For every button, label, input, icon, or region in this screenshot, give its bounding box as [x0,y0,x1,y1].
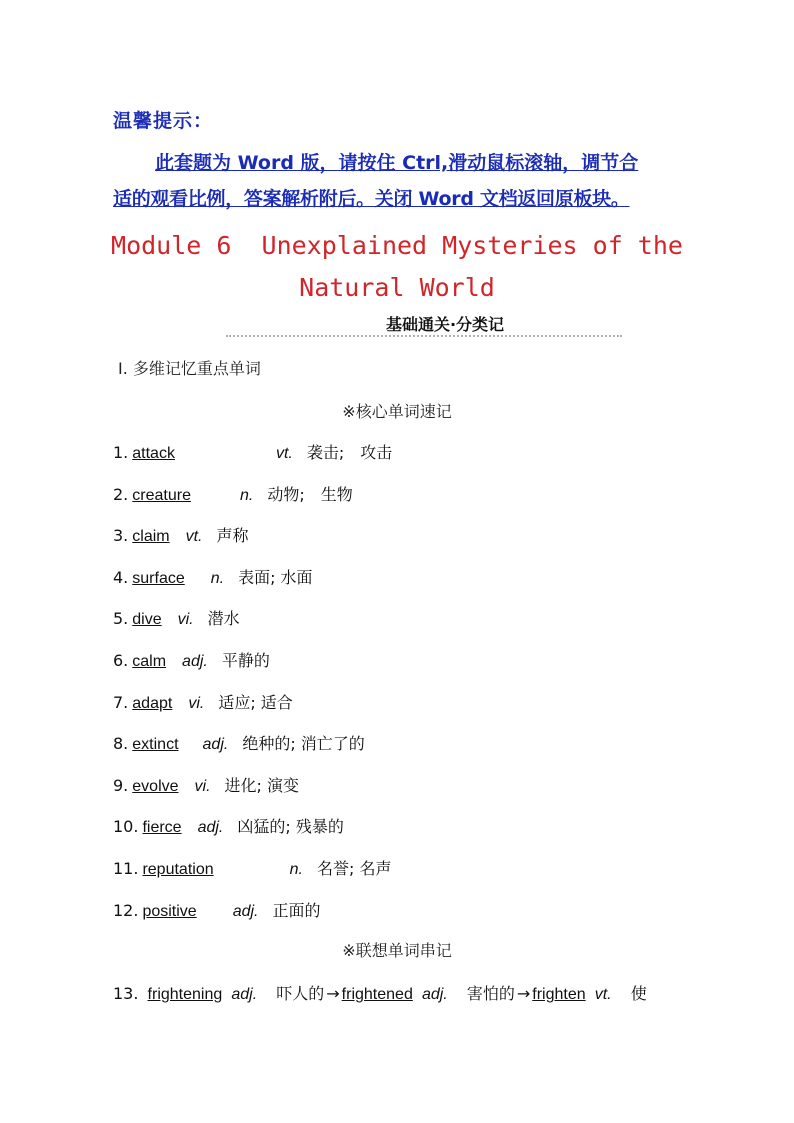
part-of-speech: vt. [275,445,293,462]
word-meaning: 表面; 水面 [238,568,313,587]
part-of-speech: adj. [232,903,259,920]
list-item-3 [113,523,249,547]
arrow-icon: → [326,984,340,1003]
vocab-word: evolve [132,778,179,795]
part-of-speech: adj. [182,653,208,670]
list-item-5 [113,606,240,630]
list-item-12 [113,898,321,922]
word-meaning: 袭击; 攻击 [306,443,393,462]
vocab-word: positive [142,903,197,920]
item-number: 7. [113,693,129,712]
item-number: 9. [113,776,129,795]
part-of-speech: vi. [177,611,194,628]
vocab-word: claim [132,528,170,545]
vocab-word: fierce [142,819,182,836]
part-of-speech: adj. [231,986,258,1003]
list-item-11 [113,856,391,880]
word-meaning: 适应; 适合 [218,693,293,712]
item-number: 3. [113,526,129,545]
list-item-4 [113,565,313,589]
word-meaning: 潜水 [207,609,240,628]
subheading-core-words: ※核心单词速记 [342,402,452,421]
word-meaning: 凶猛的; 残暴的 [237,817,344,836]
word-meaning: 进化; 演变 [224,776,299,795]
item-number: 2. [113,485,129,504]
list-item-7 [113,690,293,714]
part-of-speech: vt. [185,528,203,545]
vocab-word: frightening [147,986,223,1003]
tip-line-1: 此套题为 Word 版，请按住 Ctrl,滑动鼠标滚轴，调节合 [155,152,639,174]
list-item-2 [113,482,353,506]
part-of-speech: adj. [197,819,224,836]
module-title-line-2: Natural World [299,273,495,302]
part-of-speech: vi. [194,778,211,795]
tip-line-2: 适的观看比例，答案解析附后。关闭 Word 文档返回原板块。 [113,188,630,210]
list-item-6 [113,648,270,672]
vocab-word: reputation [142,861,214,878]
word-meaning: 声称 [216,526,249,545]
word-meaning: 使 [630,984,647,1003]
item-number: 4. [113,568,129,587]
item-number: 8. [113,734,129,753]
part-of-speech: n. [210,570,225,587]
item-number: 10. [113,817,139,836]
item-number: 5. [113,609,129,628]
section-heading: 基础通关·分类记 [385,315,505,334]
vocab-word: surface [132,570,185,587]
item-number: 6. [113,651,129,670]
vocab-word: extinct [132,736,179,753]
vocab-word: frighten [532,986,586,1003]
part-of-speech: adj. [202,736,229,753]
part-of-speech: vt. [594,986,612,1003]
vocab-word: adapt [132,695,173,712]
part-title: Ⅰ. 多维记忆重点单词 [118,359,261,378]
tip-body [113,145,693,217]
part-of-speech: adj. [421,986,448,1003]
item-number: 13. [113,984,139,1003]
word-meaning: 绝种的; 消亡了的 [242,734,365,753]
word-meaning: 名誉; 名声 [316,859,392,878]
module-title [100,225,694,309]
item-number: 11. [113,859,139,878]
tip-title: 温馨提示： [113,110,214,132]
word-meaning: 正面的 [272,901,321,920]
word-meaning: 平静的 [221,651,270,670]
list-item-10 [113,814,344,838]
vocab-word: creature [132,487,191,504]
vocab-word: dive [132,611,162,628]
part-of-speech: n. [239,487,254,504]
list-item-13 [113,981,647,1005]
item-number: 1. [113,443,129,462]
item-number: 12. [113,901,139,920]
vocab-word: attack [132,445,175,462]
list-item-8 [113,731,365,755]
word-meaning: 动物; 生物 [267,485,353,504]
subheading-associated-words: ※联想单词串记 [342,941,452,960]
part-of-speech: vi. [188,695,205,712]
word-meaning: 害怕的 [466,984,515,1003]
part-of-speech: n. [289,861,303,878]
word-meaning: 吓人的 [276,984,325,1003]
arrow-icon: → [516,984,531,1003]
vocab-word: calm [132,653,167,670]
dotted-divider [226,335,622,337]
vocab-word: frightened [341,986,413,1003]
list-item-9 [113,773,299,797]
module-title-line-1: Module 6 Unexplained Mysteries of the [111,231,683,260]
list-item-1 [113,440,392,464]
